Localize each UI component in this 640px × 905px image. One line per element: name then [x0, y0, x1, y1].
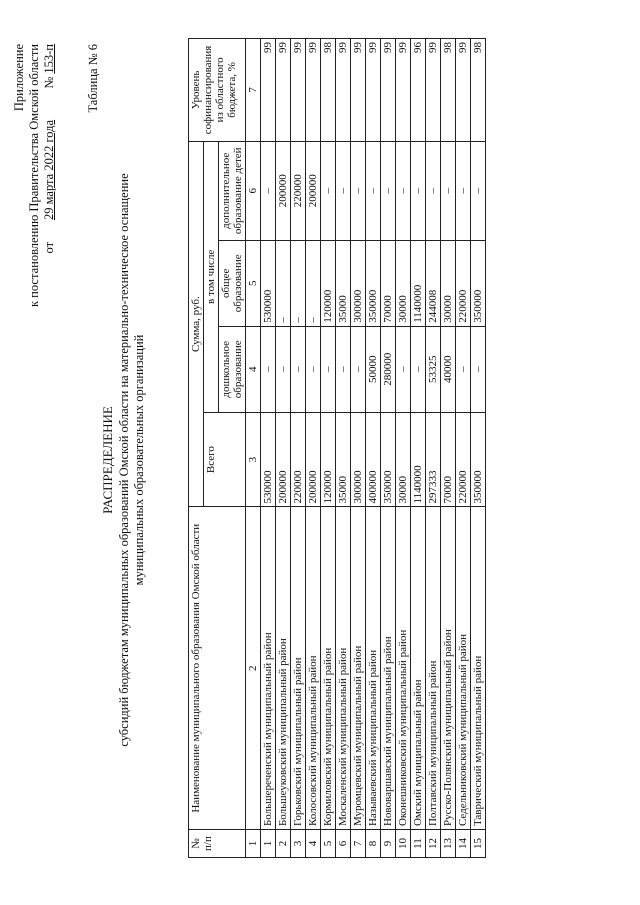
header-cell-including: в том числе: [204, 141, 219, 412]
general-sum-cell: 530000: [261, 240, 276, 326]
preschool-sum-cell: 280000: [381, 326, 396, 412]
row-number-cell: 15: [471, 830, 486, 858]
cofinancing-level-cell: 99: [366, 39, 381, 142]
additional-sum-cell: –: [261, 141, 276, 240]
row-number-cell: 11: [411, 830, 426, 858]
preschool-sum-cell: –: [261, 326, 276, 412]
cofinancing-level-cell: 98: [321, 39, 336, 142]
additional-sum-cell: –: [456, 141, 471, 240]
preschool-sum-cell: –: [276, 326, 291, 412]
cofinancing-level-cell: 99: [396, 39, 411, 142]
total-sum-cell: 35000: [336, 412, 351, 507]
additional-sum-cell: –: [411, 141, 426, 240]
cofinancing-level-cell: 99: [276, 39, 291, 142]
additional-sum-cell: –: [381, 141, 396, 240]
table-number-label: Таблица № 6: [86, 44, 100, 113]
cofinancing-level-cell: 99: [426, 39, 441, 142]
additional-sum-cell: –: [426, 141, 441, 240]
additional-sum-cell: –: [321, 141, 336, 240]
total-sum-cell: 220000: [291, 412, 306, 507]
preschool-sum-cell: –: [396, 326, 411, 412]
general-sum-cell: 30000: [396, 240, 411, 326]
preschool-sum-cell: 53325: [426, 326, 441, 412]
cofinancing-level-cell: 99: [261, 39, 276, 142]
column-index-cell: 6: [246, 141, 261, 240]
additional-sum-cell: –: [336, 141, 351, 240]
table-row: [366, 39, 381, 858]
general-sum-cell: 35000: [336, 240, 351, 326]
total-sum-cell: 530000: [261, 412, 276, 507]
total-sum-cell: 30000: [396, 412, 411, 507]
column-index-cell: 1: [246, 830, 261, 858]
row-number-cell: 8: [366, 830, 381, 858]
cofinancing-level-cell: 99: [456, 39, 471, 142]
preschool-sum-cell: –: [321, 326, 336, 412]
column-index-cell: 7: [246, 39, 261, 142]
header-cell-cofinancing-level: Уровень софинансирования из областного бюджета, %: [189, 39, 246, 142]
additional-sum-cell: –: [441, 141, 456, 240]
row-number-cell: 3: [291, 830, 306, 858]
preschool-sum-cell: –: [456, 326, 471, 412]
table-row: [291, 39, 306, 858]
row-number-cell: 5: [321, 830, 336, 858]
table-row: [396, 39, 411, 858]
cofinancing-level-cell: 98: [441, 39, 456, 142]
table-body: [261, 39, 486, 858]
row-number-cell: 7: [351, 830, 366, 858]
general-sum-cell: –: [291, 240, 306, 326]
row-number-cell: 10: [396, 830, 411, 858]
general-sum-cell: –: [276, 240, 291, 326]
cofinancing-level-cell: 99: [351, 39, 366, 142]
preschool-sum-cell: –: [411, 326, 426, 412]
column-index-cell: 5: [246, 240, 261, 326]
total-sum-cell: 70000: [441, 412, 456, 507]
municipality-name-cell: Горьковский муниципальный район: [291, 507, 306, 830]
municipality-name-cell: Омский муниципальный район: [411, 507, 426, 830]
general-sum-cell: 120000: [321, 240, 336, 326]
table-row: [306, 39, 321, 858]
total-sum-cell: 400000: [366, 412, 381, 507]
table-row: [411, 39, 426, 858]
title-subtitle-line2: муниципальных образовательных организаций: [132, 334, 146, 586]
general-sum-cell: 350000: [366, 240, 381, 326]
general-sum-cell: 300000: [351, 240, 366, 326]
additional-sum-cell: –: [351, 141, 366, 240]
municipality-name-cell: Москаленский муниципальный район: [336, 507, 351, 830]
row-number-cell: 13: [441, 830, 456, 858]
preschool-sum-cell: –: [291, 326, 306, 412]
row-number-cell: 6: [336, 830, 351, 858]
column-index-cell: 3: [246, 412, 261, 507]
municipality-name-cell: Колосовский муниципальный район: [306, 507, 321, 830]
header-cell-general: общее образование: [219, 240, 246, 326]
cofinancing-level-cell: 99: [291, 39, 306, 142]
municipality-name-cell: Кормиловский муниципальный район: [321, 507, 336, 830]
number-prefix: №: [42, 76, 56, 89]
decree-date-line: [42, 44, 57, 307]
header-cell-number: № п/п: [189, 830, 246, 858]
table-row: [441, 39, 456, 858]
total-sum-cell: 300000: [351, 412, 366, 507]
appendix-label: Приложение: [12, 44, 26, 112]
table-row: [321, 39, 336, 858]
additional-sum-cell: 200000: [306, 141, 321, 240]
preschool-sum-cell: –: [336, 326, 351, 412]
row-number-cell: 4: [306, 830, 321, 858]
total-sum-cell: 350000: [471, 412, 486, 507]
total-sum-cell: 120000: [321, 412, 336, 507]
row-number-cell: 1: [261, 830, 276, 858]
general-sum-cell: 244008: [426, 240, 441, 326]
municipality-name-cell: Муромцевский муниципальный район: [351, 507, 366, 830]
municipality-name-cell: Большеуковский муниципальный район: [276, 507, 291, 830]
row-number-cell: 12: [426, 830, 441, 858]
preschool-sum-cell: 50000: [366, 326, 381, 412]
additional-sum-cell: 200000: [276, 141, 291, 240]
total-sum-cell: 1140000: [411, 412, 426, 507]
title-main: РАСПРЕДЕЛЕНИЕ: [100, 406, 115, 514]
general-sum-cell: 220000: [456, 240, 471, 326]
general-sum-cell: –: [306, 240, 321, 326]
municipality-name-cell: Полтавский муниципальный район: [426, 507, 441, 830]
total-sum-cell: 350000: [381, 412, 396, 507]
municipality-name-cell: Оконешниковский муниципальный район: [396, 507, 411, 830]
table-row: [471, 39, 486, 858]
column-index-cell: 4: [246, 326, 261, 412]
general-sum-cell: 70000: [381, 240, 396, 326]
additional-sum-cell: –: [396, 141, 411, 240]
title-subtitle-line1: субсидий бюджетам муниципальных образований Омской области на материально-техническое оснащение: [117, 173, 131, 747]
municipality-name-cell: Русско-Полянский муниципальный район: [441, 507, 456, 830]
municipality-name-cell: Таврический муниципальный район: [471, 507, 486, 830]
municipality-name-cell: Называевский муниципальный район: [366, 507, 381, 830]
row-number-cell: 2: [276, 830, 291, 858]
column-index-cell: 2: [246, 507, 261, 830]
municipality-name-cell: Нововаршавский муниципальный район: [381, 507, 396, 830]
preschool-sum-cell: –: [471, 326, 486, 412]
subsidy-table: [188, 38, 486, 858]
preschool-sum-cell: –: [351, 326, 366, 412]
document-header: [12, 44, 57, 307]
additional-sum-cell: 220000: [291, 141, 306, 240]
header-cell-total: Всего: [204, 412, 246, 507]
decree-date: 29 марта 2022 года: [42, 119, 56, 221]
header-cell-additional: дополнительное образование детей: [219, 141, 246, 240]
table-row: [351, 39, 366, 858]
cofinancing-level-cell: 96: [411, 39, 426, 142]
cofinancing-level-cell: 99: [336, 39, 351, 142]
preschool-sum-cell: –: [306, 326, 321, 412]
table-row: [261, 39, 276, 858]
header-cell-sum: Сумма, руб.: [189, 141, 204, 507]
column-index-row: [246, 39, 261, 858]
table-row: [336, 39, 351, 858]
total-sum-cell: 220000: [456, 412, 471, 507]
table-row: [426, 39, 441, 858]
general-sum-cell: 30000: [441, 240, 456, 326]
row-number-cell: 14: [456, 830, 471, 858]
header-cell-preschool: дошкольное образование: [219, 326, 246, 412]
decree-reference: к постановлению Правительства Омской области: [27, 44, 41, 308]
document-title: [100, 20, 147, 900]
date-prefix: от: [42, 241, 56, 254]
total-sum-cell: 200000: [306, 412, 321, 507]
total-sum-cell: 297333: [426, 412, 441, 507]
municipality-name-cell: Большереченский муниципальный район: [261, 507, 276, 830]
municipality-name-cell: Седельниковский муниципальный район: [456, 507, 471, 830]
general-sum-cell: 350000: [471, 240, 486, 326]
additional-sum-cell: –: [366, 141, 381, 240]
total-sum-cell: 200000: [276, 412, 291, 507]
general-sum-cell: 1140000: [411, 240, 426, 326]
decree-number: 153-п: [42, 44, 56, 74]
preschool-sum-cell: 40000: [441, 326, 456, 412]
cofinancing-level-cell: 98: [471, 39, 486, 142]
cofinancing-level-cell: 99: [381, 39, 396, 142]
header-cell-name: Наименование муниципального образования Омской области: [189, 507, 246, 830]
cofinancing-level-cell: 99: [306, 39, 321, 142]
document-sheet: [8, 20, 608, 900]
table-row: [456, 39, 471, 858]
row-number-cell: 9: [381, 830, 396, 858]
table-row: [276, 39, 291, 858]
additional-sum-cell: –: [471, 141, 486, 240]
table-row: [381, 39, 396, 858]
